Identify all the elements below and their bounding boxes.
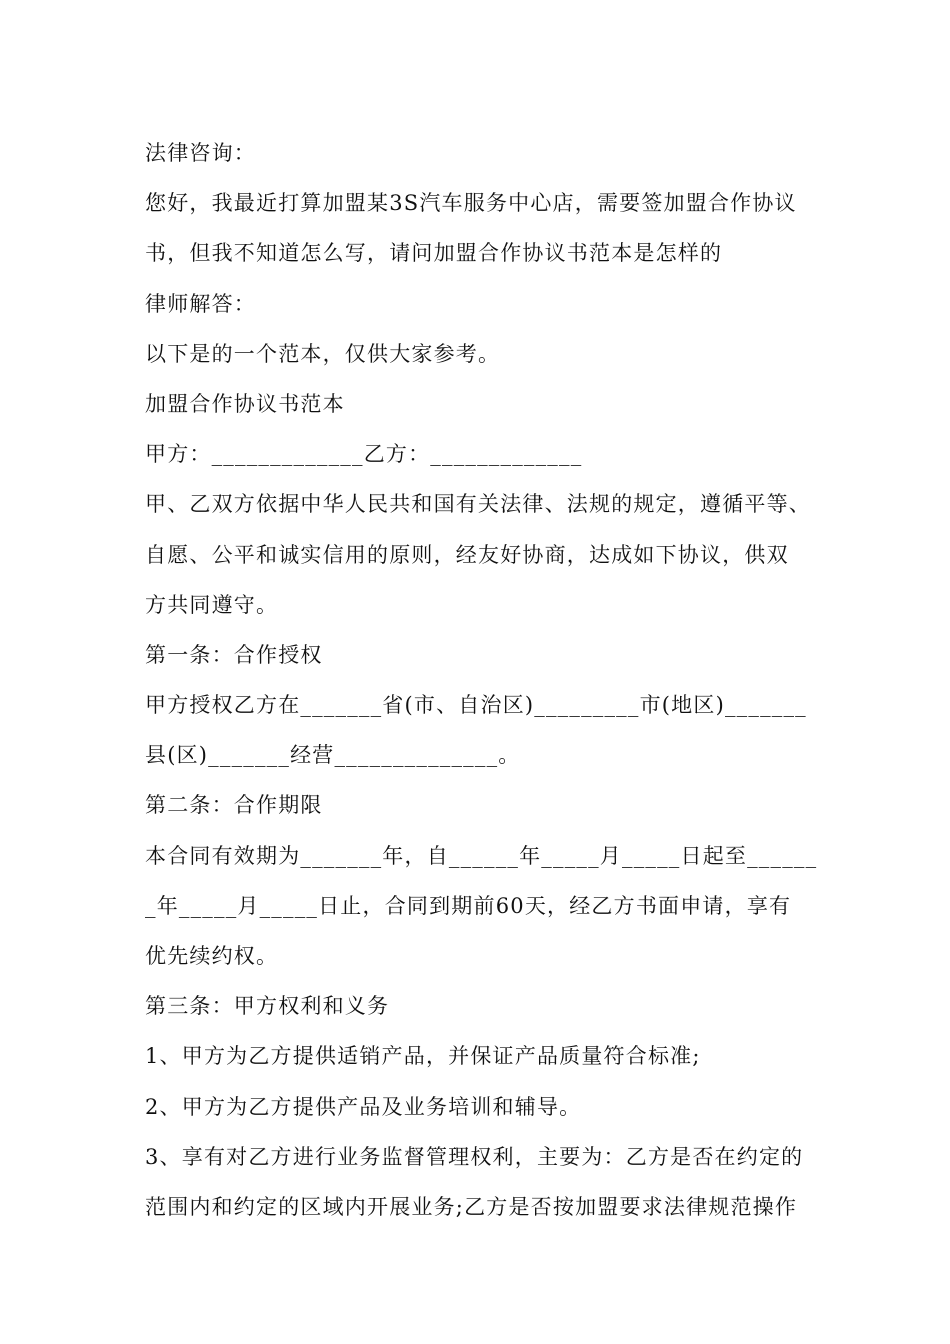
article-3-item-3-line-1: 3、享有对乙方进行业务监督管理权利，主要为：乙方是否在约定的 xyxy=(145,1144,804,1169)
article-1-line-1: 甲方授权乙方在_______省(市、自治区)_________市(地区)_______ xyxy=(145,693,807,718)
article-2-line-2: _年_____月_____日止，合同到期前60天，经乙方书面申请，享有 xyxy=(145,893,792,918)
preamble-line-1: 甲、乙双方依据中华人民共和国有关法律、法规的规定，遵循平等、 xyxy=(145,492,811,517)
preamble-line-2: 自愿、公平和诚实信用的原则，经友好协商，达成如下协议，供双 xyxy=(145,542,789,567)
article-2-line-1: 本合同有效期为_______年，自______年_____月_____日起至______ xyxy=(145,843,818,868)
article-3-heading: 第三条：甲方权利和义务 xyxy=(145,994,390,1019)
article-1-heading: 第一条：合作授权 xyxy=(145,642,323,667)
answer-heading: 律师解答： xyxy=(145,291,256,316)
question-line-1: 您好，我最近打算加盟某3S汽车服务中心店，需要签加盟合作协议 xyxy=(145,191,797,216)
preamble-line-3: 方共同遵守。 xyxy=(145,592,279,617)
answer-intro: 以下是的一个范本，仅供大家参考。 xyxy=(145,341,501,366)
article-3-item-2: 2、甲方为乙方提供产品及业务培训和辅导。 xyxy=(145,1094,582,1119)
consult-heading: 法律咨询： xyxy=(145,141,256,165)
article-1-line-2: 县(区)_______经营______________。 xyxy=(145,743,521,768)
article-2-heading: 第二条：合作期限 xyxy=(145,793,323,818)
question-line-2: 书，但我不知道怎么写，请问加盟合作协议书范本是怎样的 xyxy=(145,241,723,266)
parties-line: 甲方：_____________乙方：_____________ xyxy=(145,442,583,467)
article-2-line-3: 优先续约权。 xyxy=(145,944,279,968)
agreement-title: 加盟合作协议书范本 xyxy=(145,391,345,416)
document-body xyxy=(145,128,835,1232)
article-3-item-1: 1、甲方为乙方提供适销产品，并保证产品质量符合标准; xyxy=(145,1044,701,1069)
article-3-item-3-line-2: 范围内和约定的区域内开展业务;乙方是否按加盟要求法律规范操作 xyxy=(145,1194,798,1219)
